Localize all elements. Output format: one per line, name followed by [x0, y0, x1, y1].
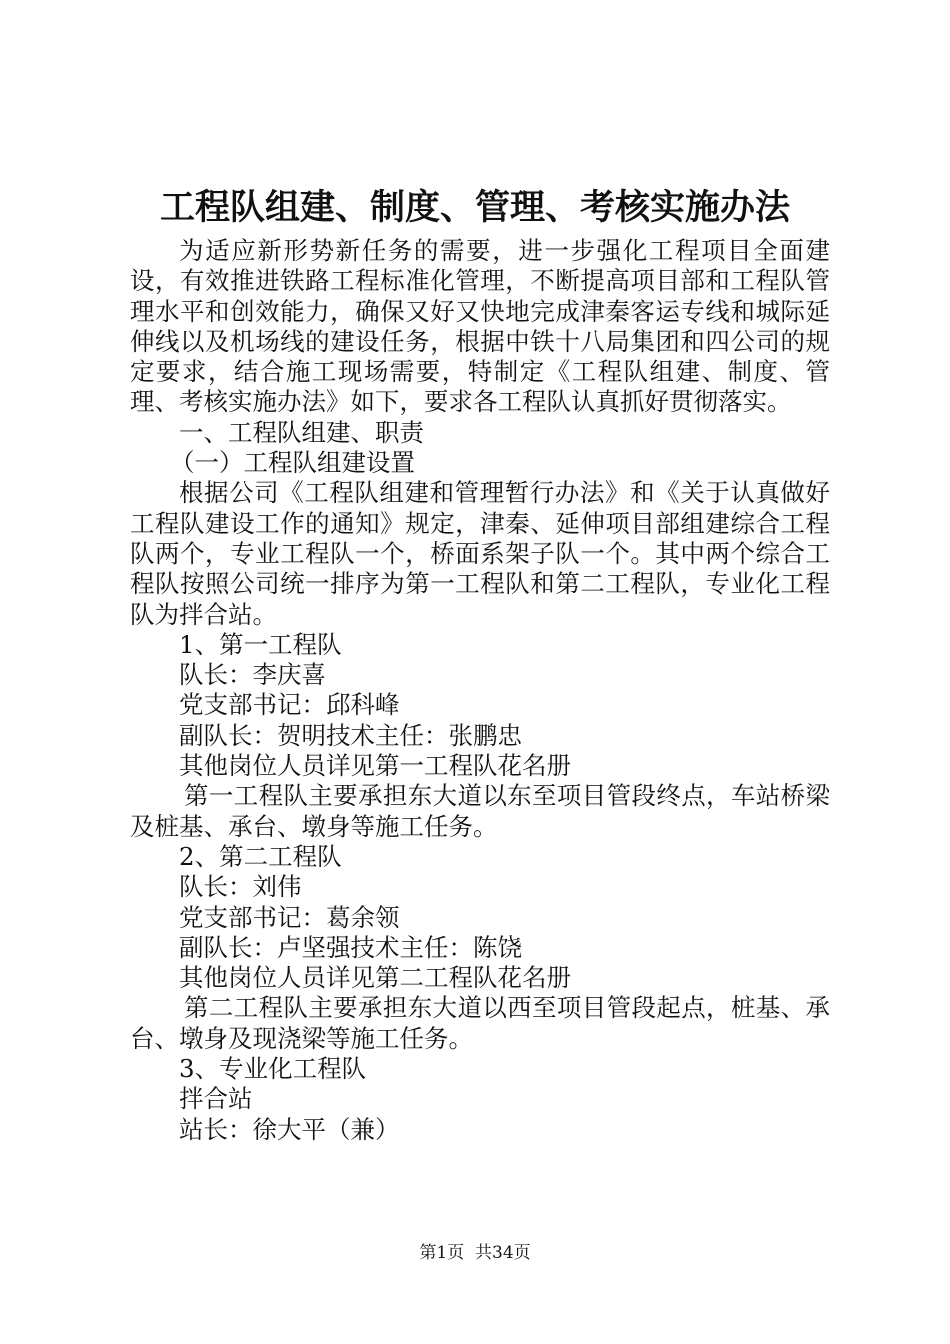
section-heading: 一、工程队组建、职责 — [179, 417, 424, 447]
team-subheading: 拌合站 — [179, 1084, 253, 1114]
team-member-line: 党支部书记：葛余领 — [179, 902, 400, 932]
team-heading: 1、第一工程队 — [179, 629, 342, 659]
team-member-line: 队长：刘伟 — [179, 872, 302, 902]
subsection-heading: （一）工程队组建设置 — [170, 448, 415, 478]
page-suffix: 页 — [513, 1243, 531, 1263]
team-heading: 2、第二工程队 — [179, 841, 342, 871]
page-total: 34 — [492, 1243, 514, 1263]
document-title: 工程队组建、制度、管理、考核实施办法 — [159, 187, 790, 228]
page-number: 1 — [436, 1243, 448, 1263]
team-heading: 3、专业化工程队 — [179, 1054, 367, 1084]
page-prefix: 第 — [419, 1243, 437, 1263]
team-member-line: 队长：李庆喜 — [179, 660, 326, 690]
page-mid: 页 共 — [447, 1243, 492, 1263]
team-roster-note: 其他岗位人员详见第二工程队花名册 — [179, 963, 571, 993]
intro-paragraph: 为适应新形势新任务的需要，进一步强化工程项目全面建设，有效推进铁路工程标准化管理，不断提高项目部和工程队管理水平和创效能力，确保又好又快地完成津秦客运专线和城际延伸线以及机场线的建设任务，根据中铁十八局集团和四公司的规定要求，结合施工现场需要，特制定《工程队组建、制度、管理、考核实施办法》如下，要求各工程队认真抓好贯彻落实。 — [130, 236, 830, 417]
team-member-line: 党支部书记：邱科峰 — [179, 690, 400, 720]
body-paragraph: 根据公司《工程队组建和管理暂行办法》和《关于认真做好工程队建设工作的通知》规定，津秦、延伸项目部组建综合工程队两个，专业工程队一个，桥面系架子队一个。其中两个综合工程队按照公司统一排序为第一工程队和第二工程队，专业化工程队为拌合站。 — [130, 478, 830, 629]
team-duty-paragraph: 第一工程队主要承担东大道以东至项目管段终点，车站桥梁及桩基、承台、墩身等施工任务。 — [130, 781, 830, 841]
page-footer — [0, 1241, 950, 1265]
team-member-line: 副队长：贺明技术主任：张鹏忠 — [179, 720, 522, 750]
team-member-line: 站长：徐大平（兼） — [179, 1114, 400, 1144]
document-body — [130, 236, 830, 1145]
team-duty-paragraph: 第二工程队主要承担东大道以西至项目管段起点，桩基、承台、墩身及现浇梁等施工任务。 — [130, 993, 830, 1053]
team-roster-note: 其他岗位人员详见第一工程队花名册 — [179, 751, 571, 781]
team-member-line: 副队长：卢坚强技术主任：陈饶 — [179, 932, 522, 962]
